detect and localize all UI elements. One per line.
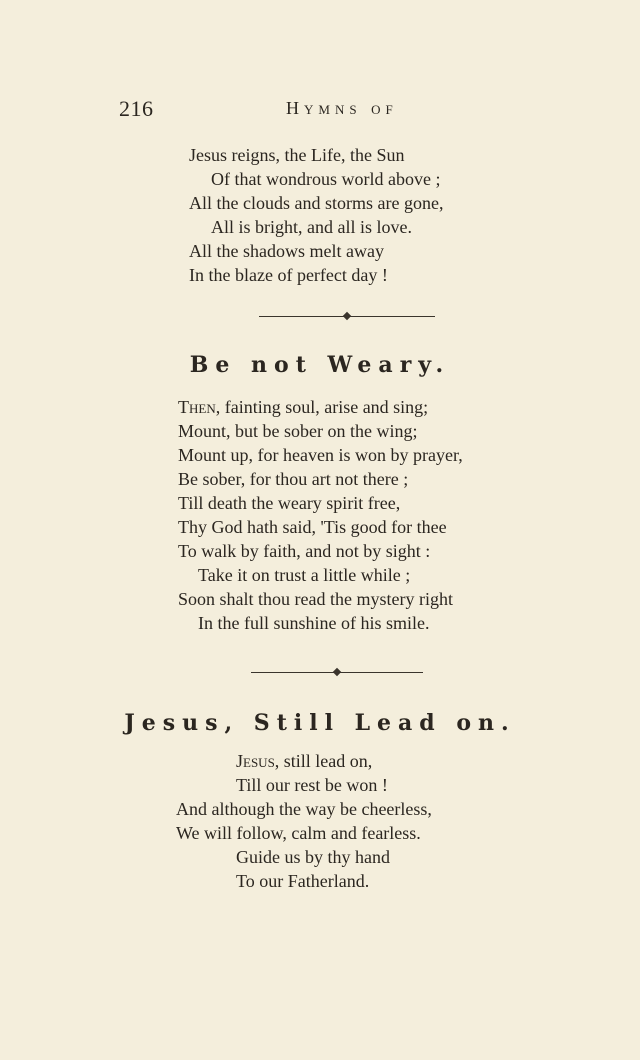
hymn-title-jesus-still-lead-on: Jesus, Still Lead on. — [124, 710, 516, 736]
section-divider — [251, 666, 423, 680]
divider-ornament — [343, 312, 351, 320]
verse-line — [176, 749, 432, 773]
verse-line: In the blaze of perfect day ! — [189, 265, 388, 285]
page-number: 216 — [119, 96, 154, 121]
hymn-jesus-still-lead-on — [176, 749, 432, 893]
hymn-title-be-not-weary: Be not Weary. — [189, 352, 451, 378]
verse-line: Be sober, for thou art not there ; — [178, 469, 409, 489]
verse-line: We will follow, calm and fearless. — [176, 823, 421, 843]
divider-ornament — [333, 668, 341, 676]
page-header — [0, 96, 640, 126]
opening-word: Jesus, — [236, 751, 280, 771]
stanza-jesus-reigns — [189, 143, 443, 287]
running-head: Hymns of — [286, 98, 398, 118]
opening-word: Then, — [178, 397, 221, 417]
verse-line: And although the way be cheerless, — [176, 799, 432, 819]
verse-line: All the shadows melt away — [189, 241, 384, 261]
verse-line: All the clouds and storms are gone, — [189, 193, 444, 213]
verse-line: Till our rest be won ! — [236, 775, 388, 795]
verse-line: Thy God hath said, 'Tis good for thee — [178, 517, 447, 537]
hymn-be-not-weary — [178, 395, 463, 635]
verse-line — [178, 395, 463, 419]
verse-line: Jesus reigns, the Life, the Sun — [189, 145, 405, 165]
verse-line: All is bright, and all is love. — [211, 217, 412, 237]
verse-line-text: fainting soul, arise and sing; — [220, 397, 429, 417]
verse-line: To walk by faith, and not by sight : — [178, 541, 431, 561]
verse-line: Guide us by thy hand — [236, 847, 390, 867]
verse-line: In the full sunshine of his smile. — [198, 613, 430, 633]
section-divider — [259, 310, 435, 324]
verse-line: Mount up, for heaven is won by prayer, — [178, 445, 463, 465]
verse-line: Till death the weary spirit free, — [178, 493, 401, 513]
verse-line: Soon shalt thou read the mystery right — [178, 589, 453, 609]
verse-line: Take it on trust a little while ; — [198, 565, 411, 585]
verse-line: Mount, but be sober on the wing; — [178, 421, 418, 441]
verse-line-text: still lead on, — [279, 751, 373, 771]
verse-line: Of that wondrous world above ; — [211, 169, 441, 189]
verse-line: To our Fatherland. — [236, 871, 370, 891]
